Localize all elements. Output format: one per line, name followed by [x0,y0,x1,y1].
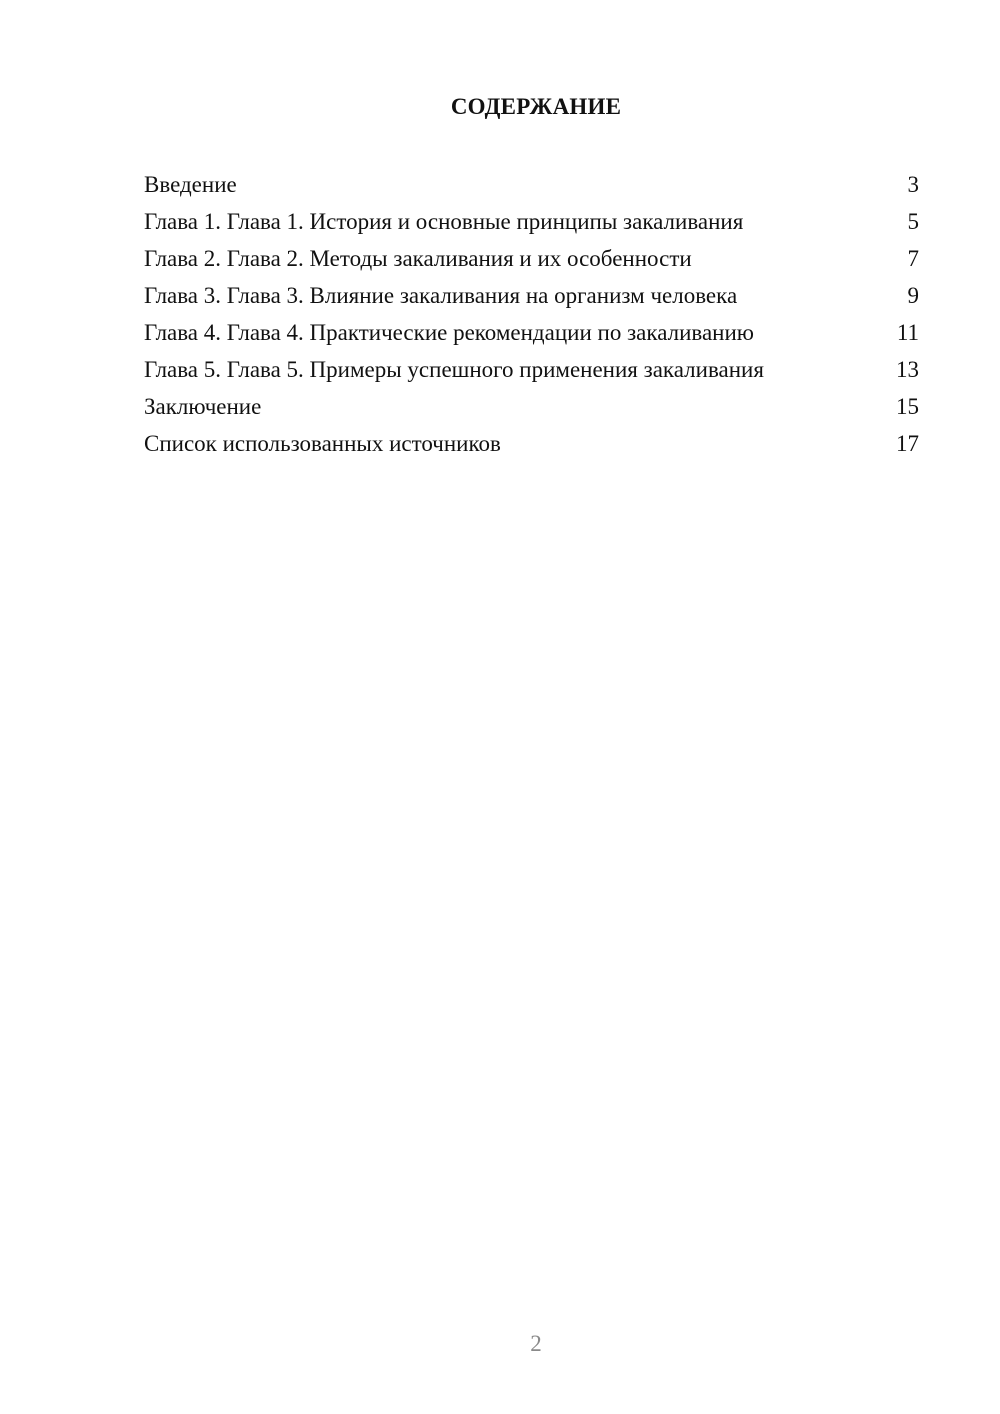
toc-entry-label: Глава 2. Глава 2. Методы закаливания и их особенности [144,246,692,271]
toc-entry-chapter-5[interactable] [144,351,919,388]
toc-entry-chapter-1[interactable] [144,203,919,240]
toc-entry-page: 7 [907,246,919,271]
table-of-contents [144,166,919,462]
toc-title: СОДЕРЖАНИЕ [450,94,622,119]
toc-entry-page: 5 [907,209,919,234]
toc-entry-chapter-2[interactable] [144,240,919,277]
toc-entry-label: Глава 1. Глава 1. История и основные принципы закаливания [144,209,744,234]
toc-entry-chapter-3[interactable] [144,277,919,314]
toc-entry-page: 13 [896,357,919,382]
toc-entry-label: Глава 3. Глава 3. Влияние закаливания на организм человека [144,283,738,308]
toc-entry-references[interactable] [144,425,919,462]
toc-entry-label: Глава 5. Глава 5. Примеры успешного применения закаливания [144,357,764,382]
toc-entry-page: 15 [896,394,919,419]
toc-entry-label: Заключение [144,394,262,419]
page-number: 2 [530,1331,542,1356]
toc-entry-chapter-4[interactable] [144,314,919,351]
toc-entry-page: 17 [896,431,919,456]
toc-entry-conclusion[interactable] [144,388,919,425]
toc-entry-label: Список использованных источников [144,431,501,456]
toc-entry-label: Введение [144,172,237,197]
toc-entry-page: 3 [907,172,919,197]
toc-entry-page: 9 [907,283,919,308]
toc-entry-label: Глава 4. Глава 4. Практические рекомендации по закаливанию [144,320,754,345]
toc-entry-introduction[interactable] [144,166,919,203]
toc-entry-page: 11 [896,320,919,345]
